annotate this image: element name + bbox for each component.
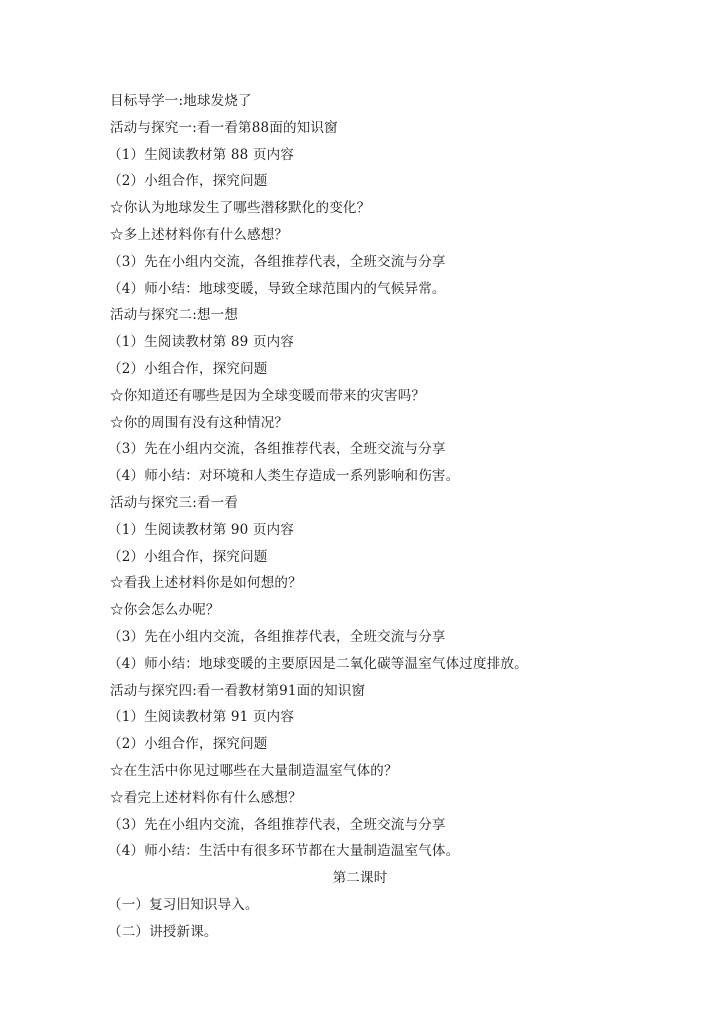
question-line: ☆看我上述材料你是如何想的？ bbox=[110, 575, 302, 592]
step-line: （3）先在小组内交流，各组推荐代表，全班交流与分享 bbox=[108, 441, 446, 458]
step-line: （1）生阅读教材第 88 页内容 bbox=[108, 146, 295, 163]
summary-line: （4）师小结：生活中有很多环节都在大量制造温室气体。 bbox=[108, 843, 460, 860]
question-line: ☆你知道还有哪些是因为全球变暖而带来的灾害吗？ bbox=[110, 387, 426, 404]
step-line: （1）生阅读教材第 90 页内容 bbox=[108, 521, 295, 538]
summary-line: （4）师小结：地球变暖，导致全球范围内的气候异常。 bbox=[108, 280, 446, 297]
step-line: （2）小组合作，探究问题 bbox=[108, 173, 268, 190]
question-line: ☆你会怎么办呢？ bbox=[110, 602, 220, 619]
activity-heading-3: 活动与探究三:看一看 bbox=[110, 494, 239, 511]
heading-goal-1: 目标导学一:地球发烧了 bbox=[110, 93, 252, 109]
question-line: ☆你认为地球发生了哪些潜移默化的变化？ bbox=[110, 200, 371, 217]
step-line: （1）生阅读教材第 91 页内容 bbox=[108, 709, 295, 726]
document-body bbox=[110, 88, 610, 946]
summary-line: （4）师小结：地球变暖的主要原因是二氧化碳等温室气体过度排放。 bbox=[108, 655, 528, 672]
activity-heading-2: 活动与探究二:想一想 bbox=[110, 307, 239, 324]
activity-heading-1: 活动与探究一:看一看第88面的知识窗 bbox=[110, 119, 338, 136]
step-line: （3）先在小组内交流，各组推荐代表，全班交流与分享 bbox=[108, 628, 446, 645]
step-line: （2）小组合作，探究问题 bbox=[108, 548, 268, 565]
step-line: （3）先在小组内交流，各组推荐代表，全班交流与分享 bbox=[108, 816, 446, 833]
step-line: （2）小组合作，探究问题 bbox=[108, 360, 268, 377]
summary-line: （4）师小结：对环境和人类生存造成一系列影响和伤害。 bbox=[108, 468, 460, 485]
section-heading: 第二课时 bbox=[332, 870, 388, 887]
question-line: ☆看完上述材料你有什么感想？ bbox=[110, 789, 302, 806]
question-line: ☆多上述材料你有什么感想？ bbox=[110, 226, 289, 243]
step-line: （1）生阅读教材第 89 页内容 bbox=[108, 334, 295, 351]
lesson-step: （二）讲授新课。 bbox=[108, 923, 218, 940]
activity-heading-4: 活动与探究四:看一看教材第91面的知识窗 bbox=[110, 682, 366, 699]
step-line: （2）小组合作，探究问题 bbox=[108, 736, 268, 753]
question-line: ☆在生活中你见过哪些在大量制造温室气体的？ bbox=[110, 762, 398, 779]
step-line: （3）先在小组内交流，各组推荐代表，全班交流与分享 bbox=[108, 253, 446, 270]
question-line: ☆你的周围有没有这种情况？ bbox=[110, 414, 289, 431]
lesson-step: （一）复习旧知识导入。 bbox=[108, 896, 259, 913]
